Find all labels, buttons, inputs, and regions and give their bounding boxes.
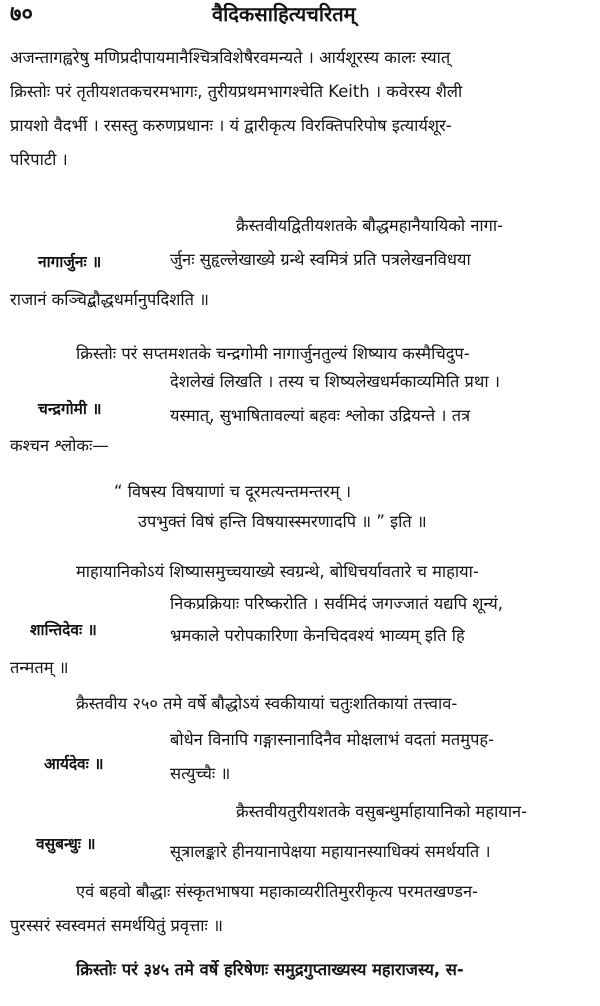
text-line: क्रिस्तोः परं सप्तमशतके चन्द्रगोमी नागार्जुनतुल्यं शिष्याय कस्मैचिदुप-	[76, 344, 470, 363]
side-heading-aryadeva: आर्यदेवः ॥	[44, 755, 104, 773]
text-line: एवं बहवो बौद्धाः संस्कृतभाषया महाकाव्यरीतिमुररीकृत्य परमतखण्डन-	[76, 882, 478, 901]
text-line: अजन्तागह्वरेषु मणिप्रदीपायमानैश्चित्रविशेषैरवमन्यते । आर्यशूरस्य कालः स्यात्	[10, 48, 451, 67]
text-line: बोधेन विनापि गङ्गास्नानादिनैव मोक्षलाभं वदतां मतमुपह-	[170, 730, 494, 749]
text-line: क्रिस्तोः परं ३४५ तमे वर्षे हरिषेणः समुद्रगुप्ताख्यस्य महाराजस्य, स-	[76, 960, 464, 979]
text-line: तन्मतम् ॥	[10, 658, 69, 677]
text-line: र्जुनः सुहृल्लेखाख्ये ग्रन्थे स्वमित्रं प्रति पत्रलेखनविधया	[170, 250, 471, 269]
side-heading-vasubandhu: वसुबन्धुः ॥	[36, 835, 96, 853]
text-line: क्रैस्तवीय २५० तमे वर्षे बौद्धोऽयं स्वकीयायां चतुःशतिकायां तत्त्वाव-	[76, 694, 458, 713]
text-line: यस्मात्, सुभाषितावल्यां बहवः श्लोका उद्रियन्ते । तत्र	[170, 406, 471, 425]
text-line: परिपाटी ।	[10, 150, 68, 169]
text-line: कश्चन श्लोकः—	[10, 436, 109, 455]
text-line: क्रिस्तोः परं तृतीयशतकचरमभागः, तुरीयप्रथमभागश्चेति Keith । कवेरस्य शैली	[10, 82, 463, 101]
side-heading-chandragomi: चन्द्रगोमी ॥	[38, 400, 102, 418]
side-heading-shantideva: शान्तिदेवः ॥	[30, 621, 97, 639]
text-line: देशलेखं लिखति । तस्य च शिष्यलेखधर्मकाव्यमिति प्रथा ।	[170, 372, 500, 391]
text-line: सूत्रालङ्कारे हीनयानापेक्षया महायानस्याधिक्यं समर्थयति ।	[170, 842, 491, 861]
running-title: वैदिकसाहित्यचरितम्	[212, 2, 356, 26]
verse-line: उपभुक्तं विषं हन्ति विषयास्स्मरणादपि ॥ ” इति ॥	[138, 512, 427, 531]
text-line: पुरस्सरं स्वस्वमतं समर्थयितुं प्रवृत्ताः ॥	[10, 916, 223, 935]
text-line: माहायानिकोऽयं शिष्यासमुच्चयाख्ये स्वग्रन्थे, बोधिचर्यावतारे च माहाया-	[76, 562, 479, 581]
verse-line: “ विषस्य विषयाणां च दूरमत्यन्तमन्तरम् ।	[114, 482, 352, 501]
text-line: क्रैस्तवीयतुरीयशतके वसुबन्धुर्माहायानिको महायान-	[236, 802, 528, 821]
text-line: भ्रमकाले परोपकारिणा केनचिदवश्यं भाव्यम् इति हि	[170, 626, 465, 645]
text-line: सत्युच्चैः ॥	[170, 764, 231, 783]
page-number: ७०	[10, 2, 33, 27]
text-line: निकप्रक्रियाः परिष्करोति । सर्वमिदं जगज्जातं यद्यपि शून्यं,	[170, 594, 504, 613]
side-heading-nagarjuna: नागार्जुनः ॥	[38, 253, 102, 271]
text-line: क्रैस्तवीयद्वितीयशतके बौद्धमहानैयायिको नागा-	[236, 216, 504, 235]
text-line: राजानं कञ्चिद्बौद्धधर्मानुपदिशति ॥	[10, 290, 209, 309]
text-line: प्रायशो वैदर्भी । रसस्तु करुणप्रधानः । यं द्वारीकृत्य विरक्तिपरिपोष इत्यार्यशूर-	[10, 116, 452, 135]
